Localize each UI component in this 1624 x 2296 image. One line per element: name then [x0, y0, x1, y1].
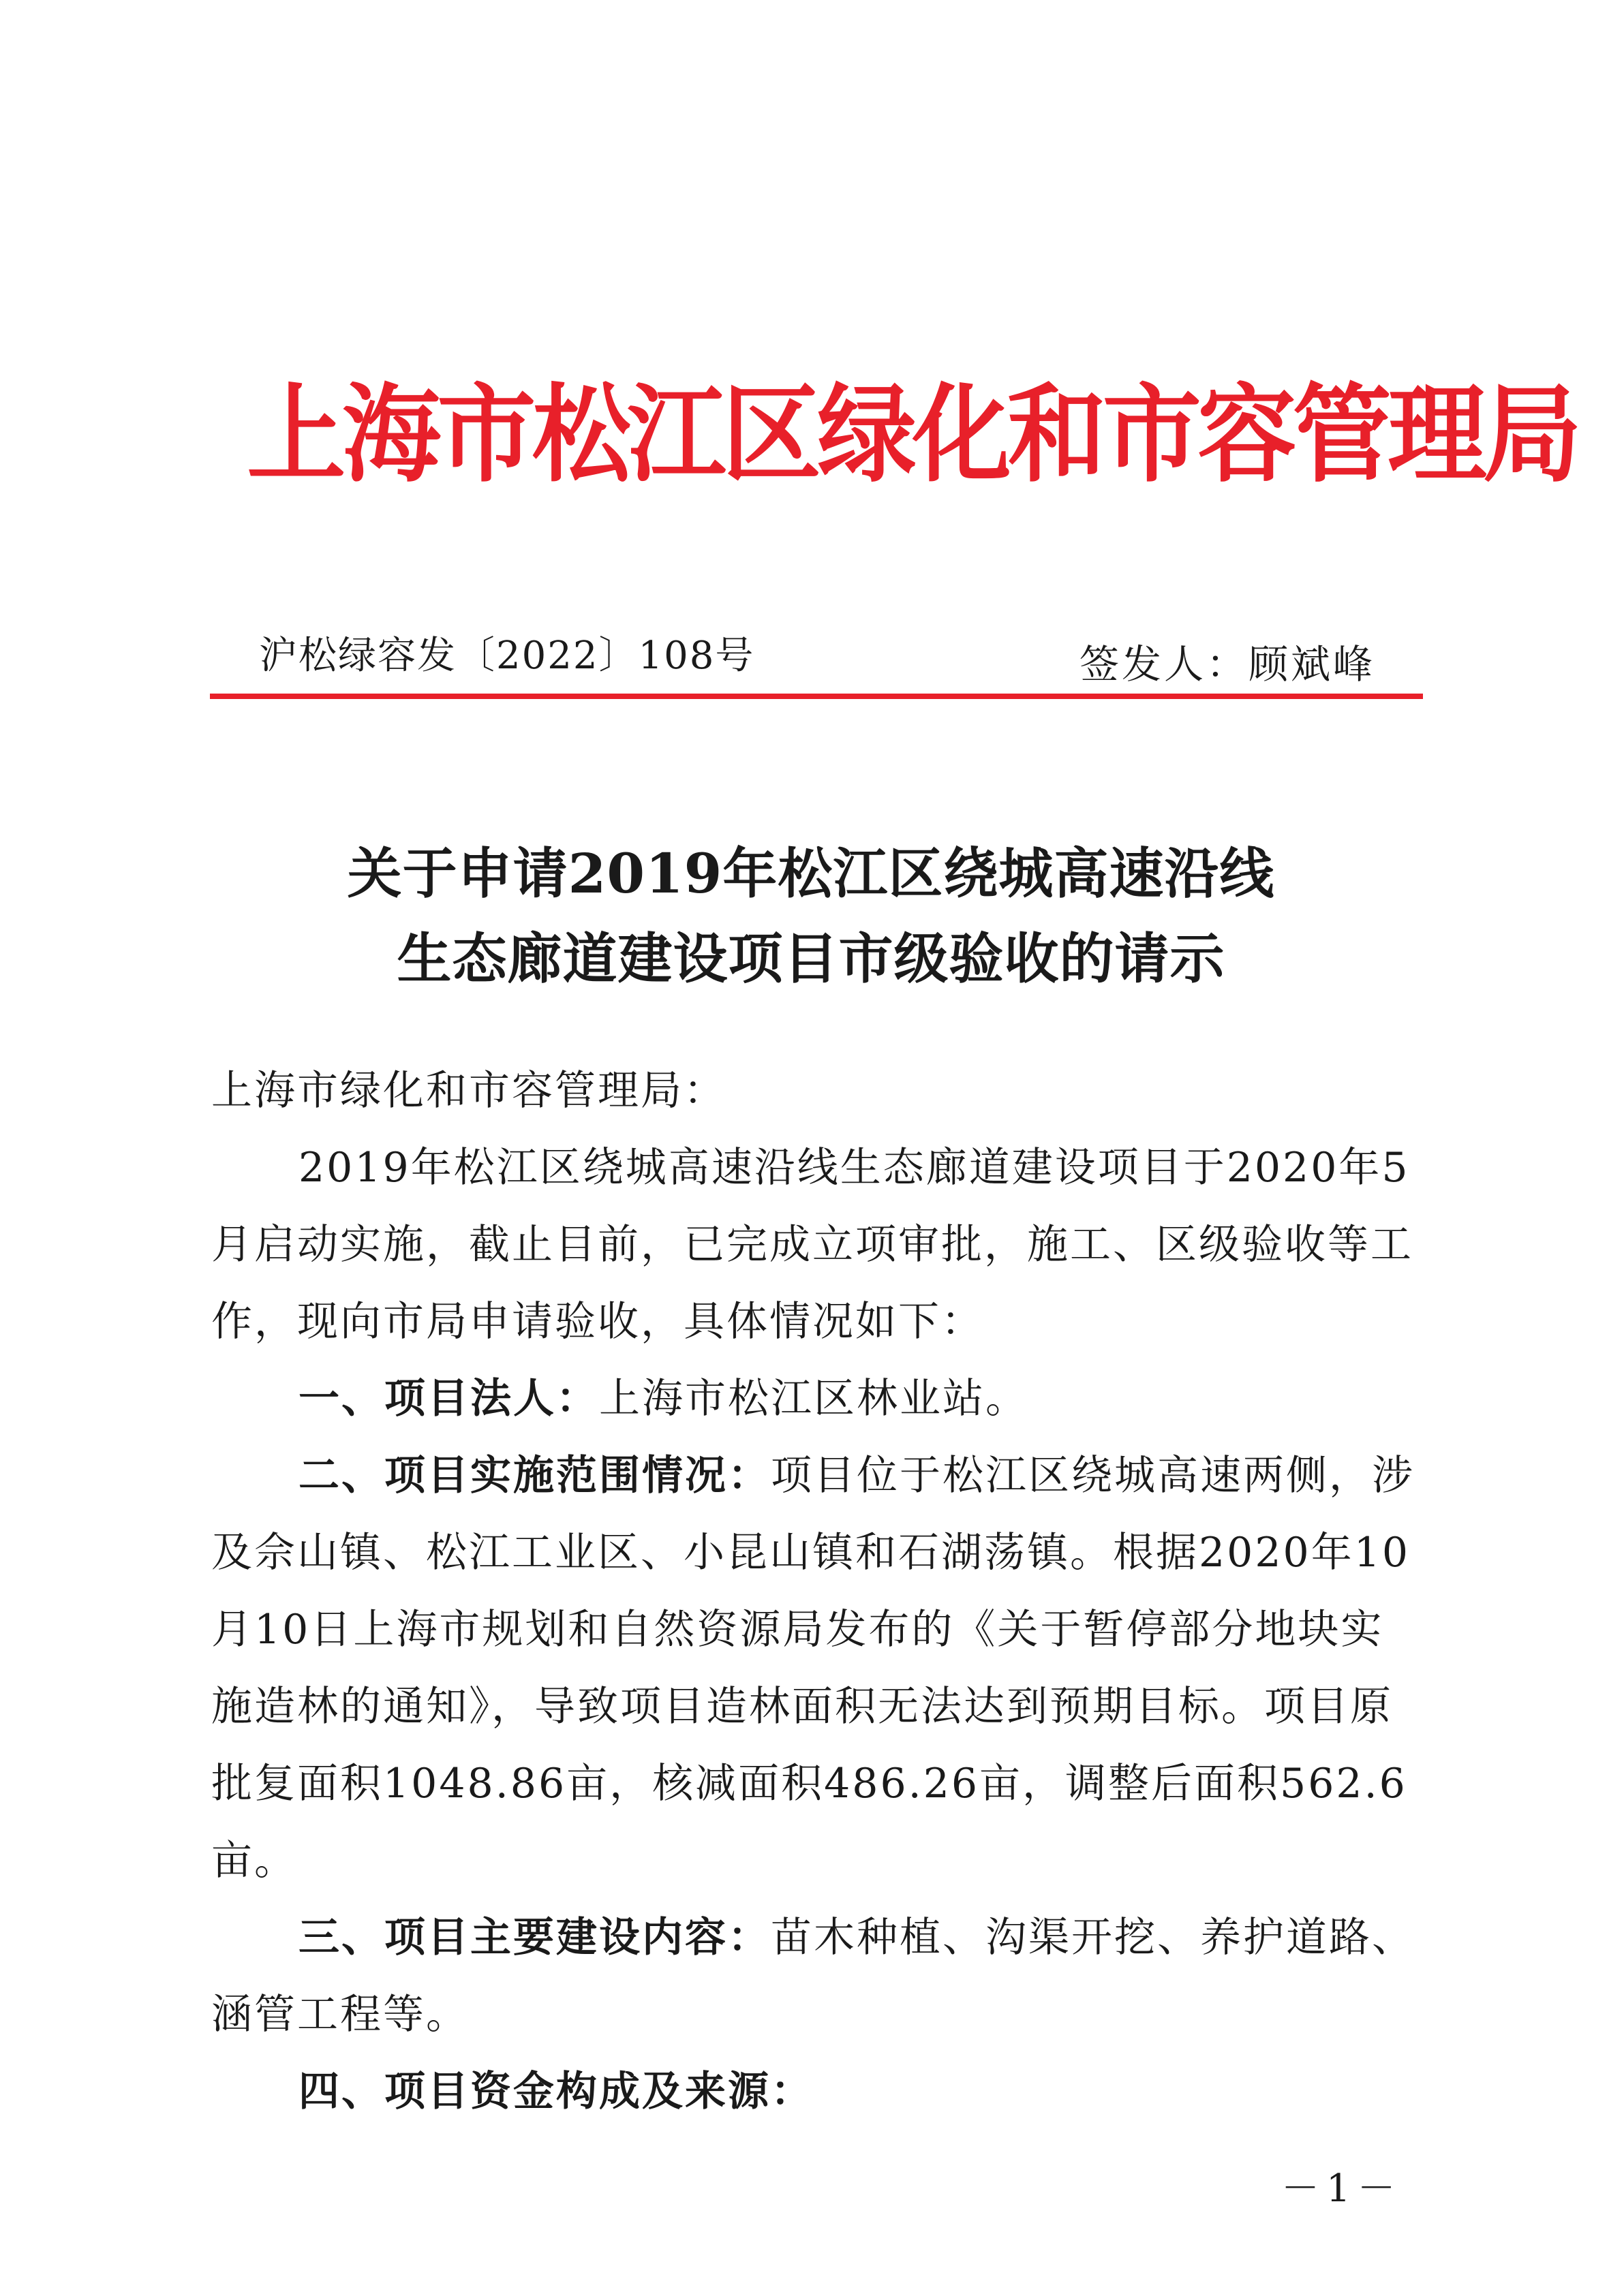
signer-label: 签发人：顾斌峰: [1079, 641, 1375, 687]
section-paragraph: [211, 1438, 1424, 1899]
document-title: [204, 831, 1418, 1002]
red-divider-line: [210, 694, 1423, 699]
section-paragraph: [211, 1361, 1424, 1438]
section-heading: 三、项目主要建设内容：: [298, 1914, 771, 1961]
section-text: 苗木种植、沟渠开挖、养护道路、涵管工程等。: [211, 1914, 1415, 2038]
intro-paragraph: 2019年松江区绕城高速沿线生态廊道建设项目于2020年5月启动实施，截止目前，已完成立项审批，施工、区级验收等工作，现向市局申请验收，具体情况如下：: [211, 1144, 1413, 1346]
section-text: 项目位于松江区绕城高速两侧，涉及佘山镇、松江工业区、小昆山镇和石湖荡镇。根据2020年10月10日上海市规划和自然资源局发布的《关于暂停部分地块实施造林的通知》，导致项目造林面积无法达到预期目标。项目原批复面积1048.86亩，核减面积486.26亩，调整后面积562.6亩。: [211, 1452, 1415, 1884]
section-text: 上海市松江区林业站。: [599, 1375, 1028, 1423]
document-number: 沪松绿容发〔2022〕108号: [259, 634, 755, 678]
section-paragraph: [211, 2053, 1424, 2130]
section-heading: 二、项目实施范围情况：: [298, 1452, 771, 1500]
salutation: [211, 1053, 1424, 1130]
section-paragraph: [211, 1899, 1424, 2053]
document-body: [211, 1130, 1424, 2130]
document-title-line-1: 关于申请2019年松江区绕城高速沿线: [347, 841, 1275, 905]
salutation-text: 上海市绿化和市容管理局：: [211, 1067, 726, 1115]
section-heading: 四、项目资金构成及来源：: [298, 2068, 814, 2115]
page-number: －1－: [1281, 2167, 1403, 2211]
section-heading: 一、项目法人：: [298, 1375, 599, 1423]
issuing-agency-title: 上海市松江区绿化和市容管理局: [247, 372, 1578, 497]
document-title-line-2: 生态廊道建设项目市级验收的请示: [397, 927, 1225, 991]
